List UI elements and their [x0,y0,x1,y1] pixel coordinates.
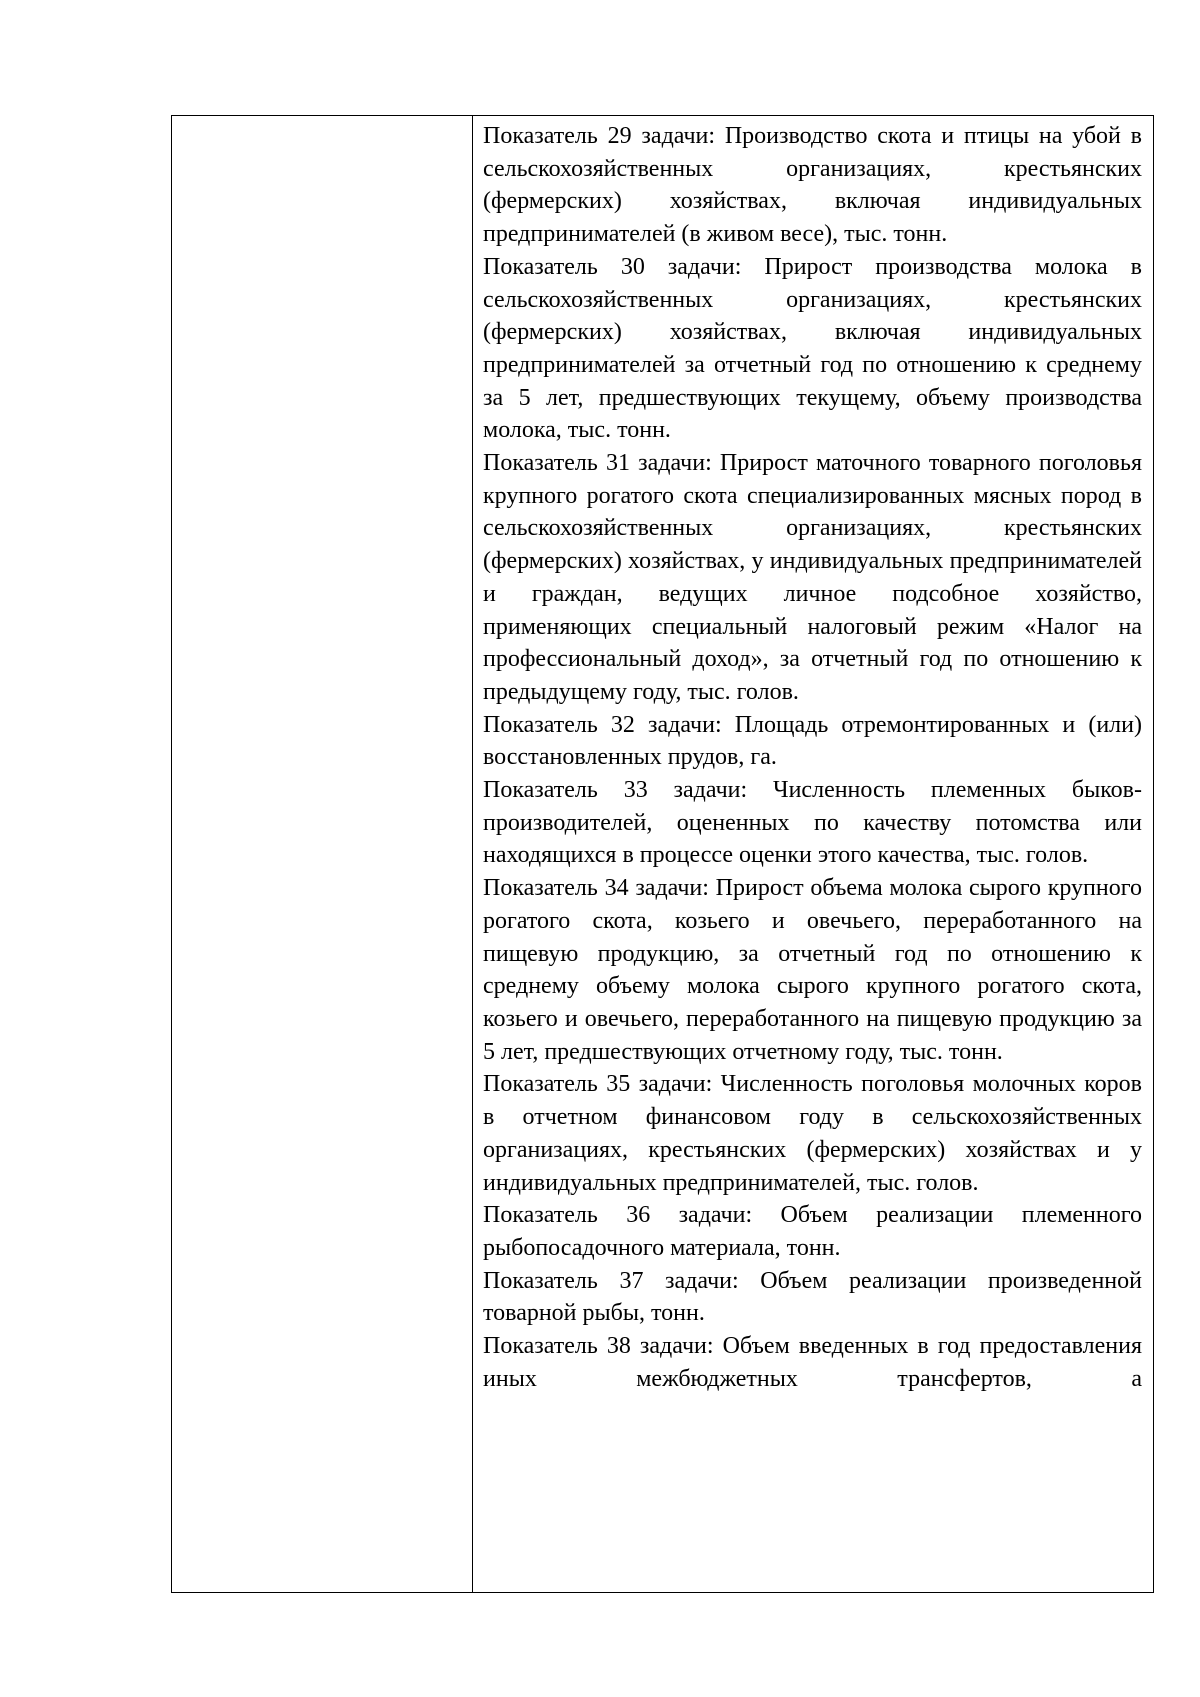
table-cell-indicators [473,116,1154,1593]
table-cell-empty [172,116,473,1593]
indicator-34: Показатель 34 задачи: Прирост объема молока сырого крупного рогатого скота, козьего и овечьего, переработанного на пищевую продукцию, за отчетный год по отношению к среднему объему молока сырого крупного рогатого скота, козьего и овечьего, переработанного на пищевую продукцию за 5 лет, предшествующих отчетному году, тыс. тонн. [483,875,1142,1065]
indicator-38: Показатель 38 задачи: Объем введенных в год предоставления иных межбюджетных трансфертов, а [483,1333,1142,1392]
table-row [172,116,1154,1593]
indicator-36: Показатель 36 задачи: Объем реализации племенного рыбопосадочного материала, тонн. [483,1202,1142,1261]
indicator-33: Показатель 33 задачи: Численность племенных быков-производителей, оцененных по качеству потомства или находящихся в процессе оценки этого качества, тыс. голов. [483,777,1142,869]
indicator-31: Показатель 31 задачи: Прирост маточного товарного поголовья крупного рогатого скота специализированных мясных пород в сельскохозяйственных организациях, крестьянских (фермерских) хозяйствах, у индивидуальных предпринимателей и граждан, ведущих личное подсобное хозяйство, применяющих специальный налоговый режим «Налог на профессиональный доход», за отчетный год по отношению к предыдущему году, тыс. голов. [483,450,1142,705]
indicator-37: Показатель 37 задачи: Объем реализации произведенной товарной рыбы, тонн. [483,1267,1142,1327]
indicator-32: Показатель 32 задачи: Площадь отремонтированных и (или) восстановленных прудов, га. [483,711,1142,771]
indicators-list [473,116,1153,1590]
indicators-table [171,115,1154,1593]
indicator-30: Показатель 30 задачи: Прирост производства молока в сельскохозяйственных организациях, крестьянских (фермерских) хозяйствах, включая индивидуальных предпринимателей за отчетный год по отношению к среднему за 5 лет, предшествующих текущему, объему производства молока, тыс. тонн. [483,253,1142,444]
indicator-35: Показатель 35 задачи: Численность поголовья молочных коров в отчетном финансовом году в сельскохозяйственных организациях, крестьянских (фермерских) хозяйствах и у индивидуальных предпринимателей, тыс. голов. [483,1071,1142,1196]
indicator-29: Показатель 29 задачи: Производство скота и птицы на убой в сельскохозяйственных организациях, крестьянских (фермерских) хозяйствах, включая индивидуальных предпринимателей (в живом весе), тыс. тонн. [483,123,1142,248]
